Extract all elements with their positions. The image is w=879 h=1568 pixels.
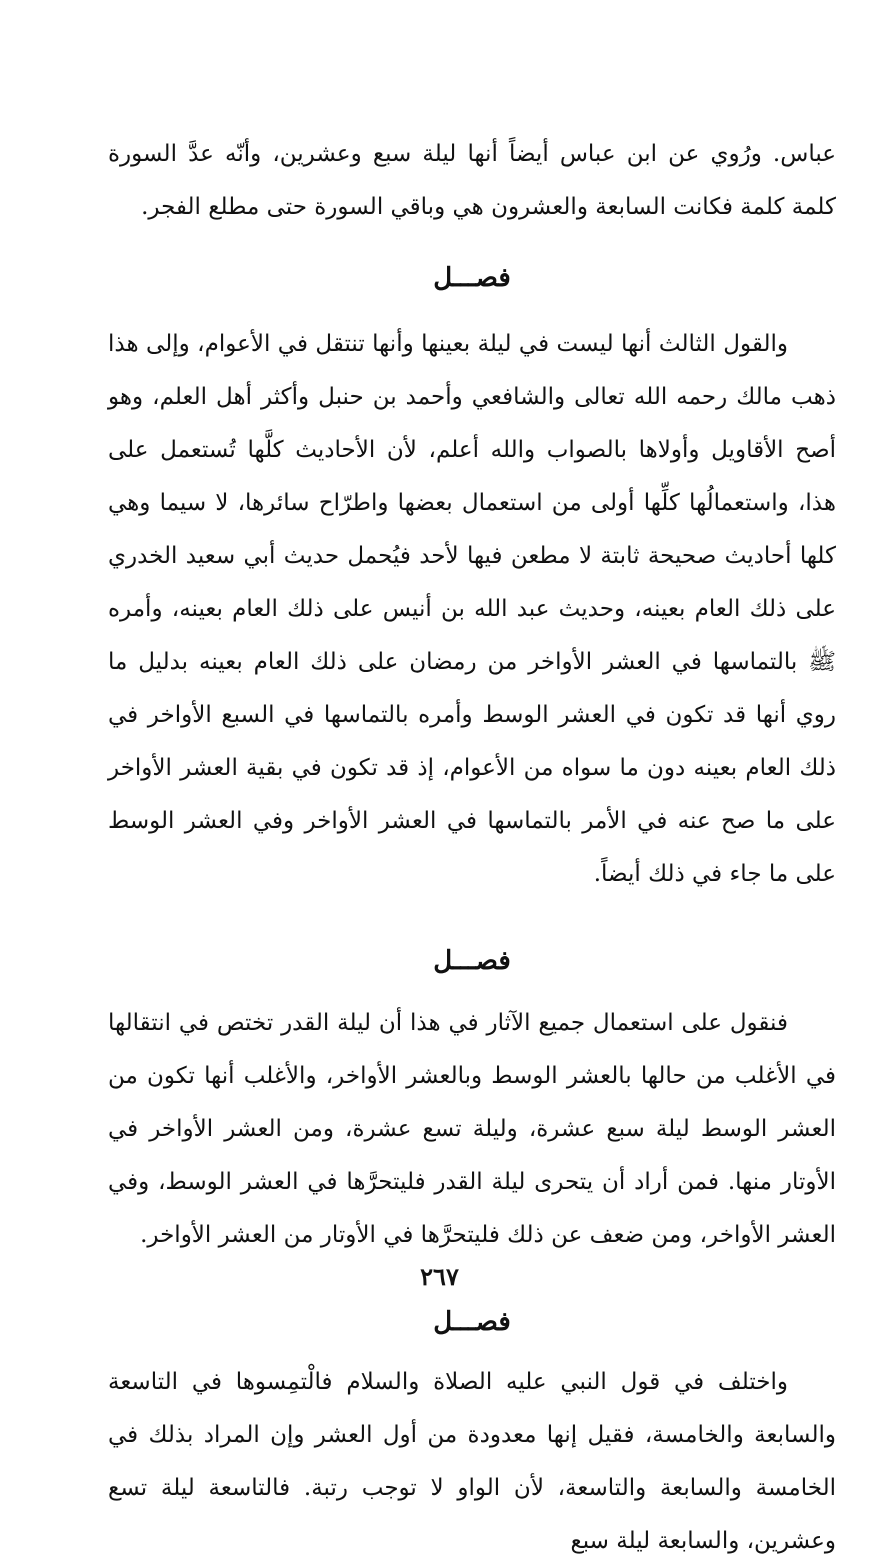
paragraph-continuation: عباس. ورُوي عن ابن عباس أيضاً أنها ليلة سبع وعشرين، وأنّه عدَّ السورة كلمة كلمة فكانت السابعة والعشرون هي وباقي السورة حتى مطلع الفجر.: [108, 141, 836, 220]
page-body: [108, 128, 836, 1568]
paragraph-reconciliation: فنقول على استعمال جميع الآثار في هذا أن ليلة القدر تختص في انتقالها في الأغلب من حالها بالعشر الوسط وبالعشر الأواخر، والأغلب أنها تكون من العشر الوسط ليلة سبع عشرة، وليلة تسع عشرة، ومن العشر الأواخر في الأوتار منها. فمن أراد أن يتحرى ليلة القدر فليتحرَّها في العشر الوسط، وفي العشر الأواخر، ومن ضعف عن ذلك فليتحرَّها في الأوتار من العشر الأواخر.: [108, 1010, 836, 1248]
paragraph-disagreement: واختلف في قول النبي عليه الصلاة والسلام فالْتمِسوها في التاسعة والسابعة والخامسة، فقيل إنها معدودة من أول العشر وإن المراد بذلك في الخامسة والسابعة والتاسعة، لأن الواو لا توجب رتبة. فالتاسعة ليلة تسع وعشرين، والسابعة ليلة سبع: [108, 1369, 836, 1554]
page-number: ٢٦٧: [420, 1262, 459, 1291]
section-title: فصـــل: [433, 263, 511, 293]
section-title: فصـــل: [433, 1307, 511, 1337]
section-title: فصـــل: [433, 946, 511, 976]
paragraph-third-opinion: والقول الثالث أنها ليست في ليلة بعينها وأنها تنتقل في الأعوام، وإلى هذا ذهب مالك رحمه الله تعالى والشافعي وأحمد بن حنبل وأكثر أهل العلم، وهو أصح الأقاويل وأولاها بالصواب والله أعلم، لأن الأحاديث كلَّها تُستعمل على هذا، واستعمالُها كلِّها أولى من استعمال بعضها واطرّاح سائرها، لا سيما وهي كلها أحاديث صحيحة ثابتة لا مطعن فيها لأحد فيُحمل حديث أبي سعيد الخدري على ذلك العام بعينه، وحديث عبد الله بن أنيس على ذلك العام بعينه، وأمره ﷺ بالتماسها في العشر الأواخر من رمضان على ذلك العام بعينه بدليل ما روي أنها قد تكون في العشر الوسط وأمره بالتماسها في السبع الأواخر في ذلك العام بعينه دون ما سواه من الأعوام، إذ قد تكون في بقية العشر الأواخر على ما صح عنه في الأمر بالتماسها في العشر الأواخر وفي العشر الوسط على ما جاء في ذلك أيضاً.: [108, 331, 836, 887]
